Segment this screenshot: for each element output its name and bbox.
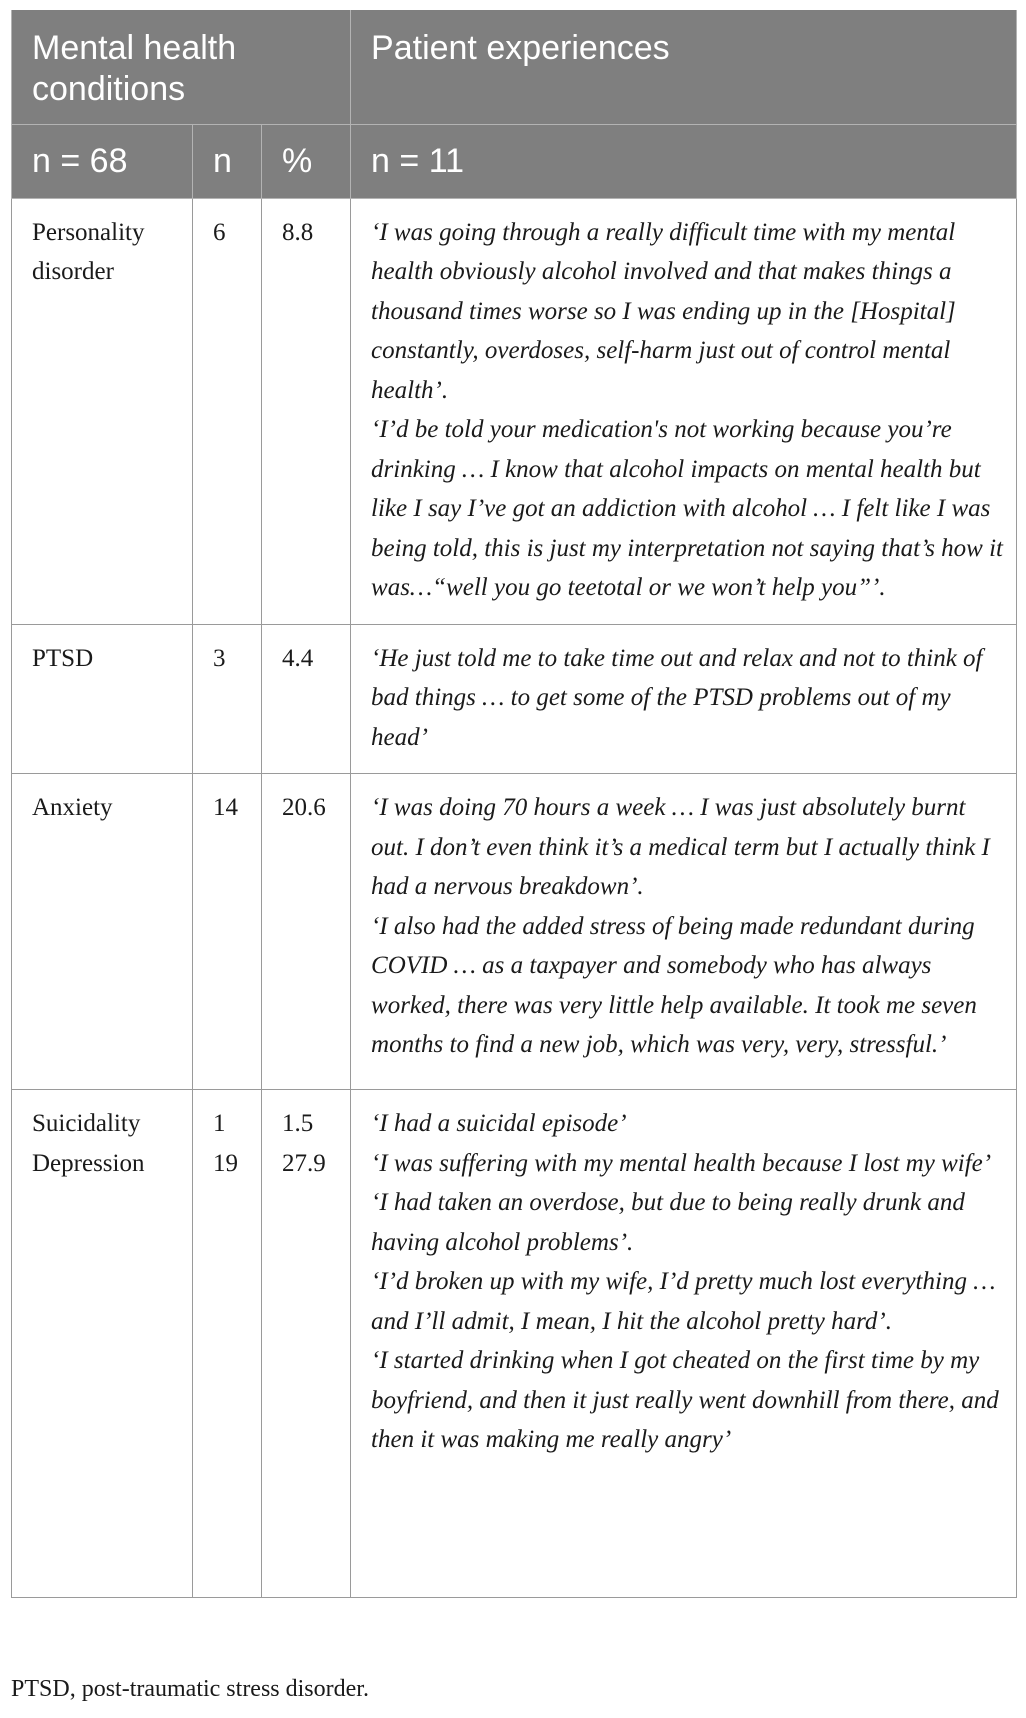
percent-cell <box>262 1090 351 1598</box>
count-cell: 14 <box>193 774 262 1090</box>
condition-suicidality: Suicidality <box>32 1110 141 1137</box>
percent-depression: 27.9 <box>282 1149 326 1177</box>
quote-text: ‘I had taken an overdose, but due to being really drunk and having alcohol problems’. <box>371 1189 965 1256</box>
count-cell <box>193 1090 262 1598</box>
condition-depression: Depression <box>32 1149 145 1177</box>
header-conditions-total: n = 68 <box>12 124 193 198</box>
header-experiences-total: n = 11 <box>351 124 1017 198</box>
count-depression: 19 <box>213 1149 238 1177</box>
percent-cell: 4.4 <box>262 624 351 774</box>
header-row-counts <box>12 124 1017 198</box>
quote-text: ‘He just told me to take time out and relax and not to think of bad things … to get some of the PTSD problems out of my head’ <box>371 644 983 751</box>
header-mental-health-conditions: Mental health conditions <box>12 10 351 124</box>
percent-suicidality: 1.5 <box>282 1110 314 1137</box>
quote-text: ‘I’d be told your medication's not working because you’re drinking … I know that alcohol impacts on mental health but like I say I’ve got an addiction with alcohol … I felt like I was being told, this is just my interpretation not saying that’s how it was…“well you go teetotal or we won’t help you”’. <box>371 416 1003 601</box>
experience-cell <box>351 1090 1017 1598</box>
percent-cell: 20.6 <box>262 774 351 1090</box>
count-cell: 3 <box>193 624 262 774</box>
header-row-titles <box>12 10 1017 124</box>
condition-cell: Personality disorder <box>12 198 193 624</box>
quote-text: ‘I’d broken up with my wife, I’d pretty much lost everything … and I’ll admit, I mean, I hit the alcohol pretty hard’. <box>371 1268 996 1335</box>
condition-cell: Anxiety <box>12 774 193 1090</box>
quote-text: ‘I was doing 70 hours a week … I was just absolutely burnt out. I don’t even think it’s a medical term but I actually think I had a nervous breakdown’. <box>371 794 990 900</box>
table-row <box>12 1090 1017 1598</box>
quote-text: ‘I started drinking when I got cheated on the first time by my boyfriend, and then it just really went downhill from there, and then it was making me really angry’ <box>371 1347 999 1453</box>
count-cell: 6 <box>193 198 262 624</box>
quote-text: ‘I also had the added stress of being made redundant during COVID … as a taxpayer and somebody who has always worked, there was very little help available. It took me seven months to find a new job, which was very, very, stressful.’ <box>371 912 977 1058</box>
table-row <box>12 624 1017 774</box>
table-footnote: PTSD, post-traumatic stress disorder. <box>11 1676 369 1702</box>
percent-cell: 8.8 <box>262 198 351 624</box>
table-container <box>11 10 1016 1598</box>
condition-cell: PTSD <box>12 624 193 774</box>
quote-text: ‘I was suffering with my mental health because I lost my wife’ <box>371 1149 992 1177</box>
experience-cell <box>351 774 1017 1090</box>
mental-health-table <box>11 10 1017 1598</box>
quote-text: ‘I had a suicidal episode’ <box>371 1110 627 1137</box>
header-percent: % <box>262 124 351 198</box>
header-n: n <box>193 124 262 198</box>
experience-cell <box>351 624 1017 774</box>
experience-cell <box>351 198 1017 624</box>
quote-text: ‘I was going through a really difficult time with my mental health obviously alcohol involved and that makes things a thousand times worse so I was ending up in the [Hospital] constantly, overdoses, self-harm just out of control mental health’. <box>371 218 956 404</box>
table-row <box>12 774 1017 1090</box>
table-row <box>12 198 1017 624</box>
header-patient-experiences: Patient experiences <box>351 10 1017 124</box>
count-suicidality: 1 <box>213 1110 226 1137</box>
condition-cell <box>12 1090 193 1598</box>
